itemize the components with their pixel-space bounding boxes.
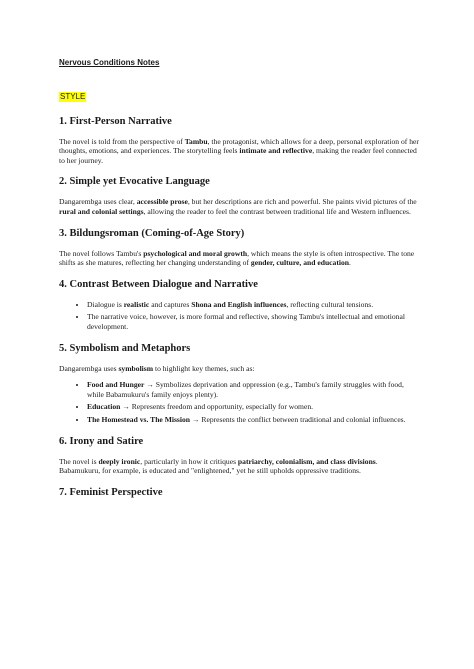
- section-heading-irony: 6. Irony and Satire: [59, 435, 144, 447]
- section-heading-first-person: 1. First-Person Narrative: [59, 115, 172, 127]
- section-paragraph-language: Dangarembga uses clear, accessible prose, but her descriptions are rich and powerful. She paints vivid pictures of the rural and colonial settings, allowing the reader to feel the contrast between traditional life and Western influences.: [59, 197, 417, 216]
- section-paragraph-bildungsroman: The novel follows Tambu's psychological and moral growth, which means the style is often introspective. The tone shifts as she matures, reflecting her changing understanding of gender, culture, and education.: [59, 248, 415, 268]
- list-item: • The narrative voice, however, is more formal and reflective, showing Tambu's intellectual and emotional development.: [87, 312, 419, 331]
- section-heading-bildungsroman: 3. Bildungsroman (Coming-of-Age Story): [59, 227, 245, 239]
- section-heading-language: 2. Simple yet Evocative Language: [59, 176, 210, 188]
- section-heading-symbolism: 5. Symbolism and Metaphors: [59, 342, 191, 354]
- list-item: • Education → Represents freedom and opportunity, especially for women.: [87, 402, 419, 412]
- section-heading-dialogue: 4. Contrast Between Dialogue and Narrative: [59, 278, 258, 290]
- style-label: STYLE: [60, 91, 86, 101]
- section-paragraph-symbolism: Dangarembga uses symbolism to highlight key themes, such as:: [59, 363, 255, 373]
- symbolism-list: [59, 380, 419, 424]
- section-paragraph-first-person: The novel is told from the perspective of Tambu, the protagonist, which allows for a deep, personal exploration of her thoughts, emotions, and experiences. The storytelling feels intimate and reflective, making the reader feel connected to her journey.: [59, 136, 419, 165]
- dialogue-list: [59, 300, 419, 332]
- list-item: • Food and Hunger → Symbolizes deprivation and oppression (e.g., Tambu's family struggles with food, while Babamukuru's family enjoys plenty).: [87, 380, 419, 399]
- section-paragraph-irony: The novel is deeply ironic, particularly in how it critiques patriarchy, colonialism, and class divisions. Babamukuru, for example, is educated and "enlightened," yet he still upholds oppressive traditions.: [59, 456, 378, 476]
- document-content: [59, 58, 419, 508]
- section-heading-feminist: 7. Feminist Perspective: [59, 486, 163, 498]
- list-item: • The Homestead vs. The Mission → Represents the conflict between traditional and colonial influences.: [87, 415, 419, 425]
- list-item: • Dialogue is realistic and captures Shona and English influences, reflecting cultural tensions.: [87, 300, 419, 310]
- document-title: Nervous Conditions Notes: [59, 58, 160, 67]
